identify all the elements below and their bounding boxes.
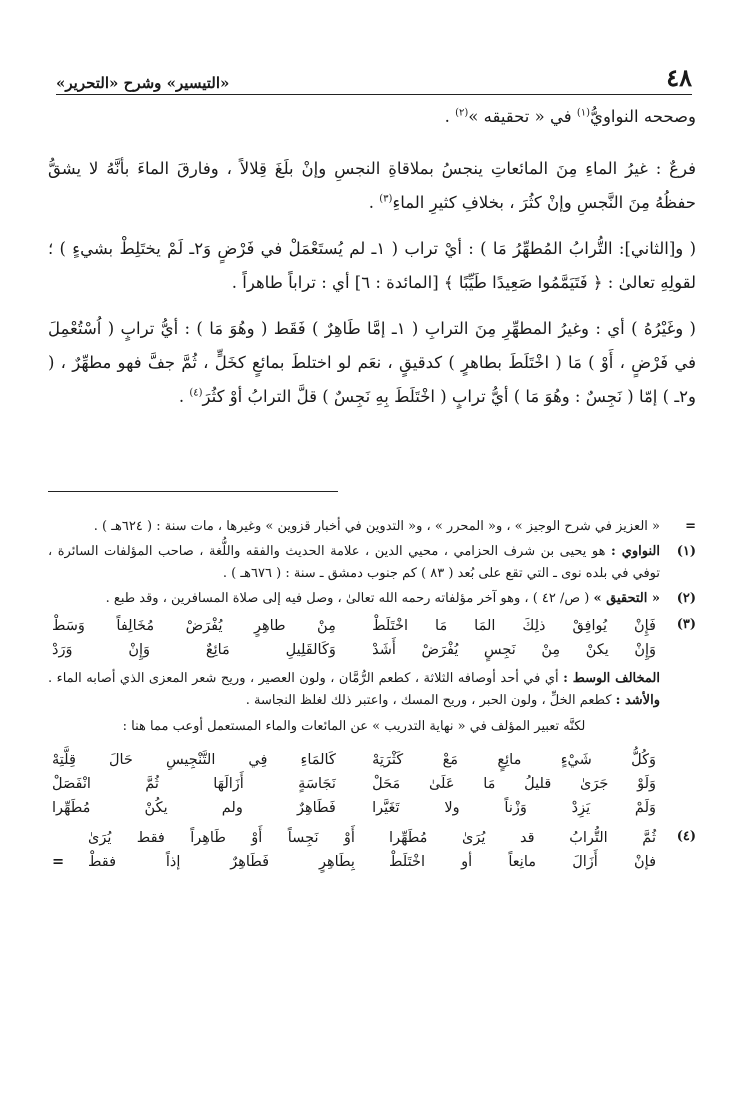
verse-hemistich: بِطَاهِرٍ فَطَاهِرٌ إذاً فقطْ: [88, 854, 355, 870]
paragraph-2: [48, 232, 696, 300]
footnote-2: [48, 588, 696, 610]
verse-hemistich: فَطَاهِرٌ ولم يكُنْ مُطَهِّرا: [52, 800, 336, 816]
footnote-ref: (٤): [189, 387, 203, 399]
p2-text: ( و[الثاني]: التُّرابُ المُطهِّرُ مَا ) : أيْ تراب ( ١ـ لم يُستَعْمَلْ في فَرْضٍ وَ٢ـ لَمْ يختَلِطْ بشيءٍ ) ؛ لقولِهِ تعالىٰ : ﴿ فَتَيَمَّمُوا صَعِيدًا طَيِّبًا ﴾ [المائدة : ٦] أي : تراباً طاهراً .: [48, 239, 697, 292]
verse-line: [48, 638, 660, 662]
verse-hemistich: فَإِنْ يُوافِقْ ذلِكَ المَا مَا اخْتَلَطْ: [372, 618, 656, 634]
footnote-term: « التحقيق »: [593, 591, 660, 606]
verse-hemistich: وَلَوْ جَرَىٰ قليلُ مَا عَلَىٰ مَحَلْ: [372, 776, 656, 792]
paragraph-3: [48, 312, 696, 414]
verse-hemistich: مِنْ طاهِرٍ يُفْرَضْ مُخَالِفاً وَسَطْ: [52, 618, 336, 634]
verse-line: [48, 826, 660, 850]
footnote-4: [48, 826, 696, 874]
footnote-number: (٣): [676, 617, 696, 632]
page-header: [56, 58, 692, 92]
footnote-number: (١): [676, 544, 696, 559]
verse-line: [48, 614, 660, 638]
footnote-separator: [48, 491, 338, 492]
p1-text: فرعٌ : غيرُ الماءِ مِنَ المائعاتِ ينجسُ بملاقاةِ النجسِ وإنْ بلَغَ قِلالاً ، وفارقَ الماءَ بأنَّهُ لا يشقُّ حفظُهُ مِنَ النَّجسِ وإنْ كثُرَ ، بخلافِ كثيرِ الماءِ: [48, 159, 696, 212]
footnote-text: كطعم الخلِّ ، ولون الحبر ، وريح المسك ، واعتبر ذلك لغلظ النجاسة .: [245, 693, 616, 708]
verse-line: [48, 772, 660, 796]
p3-end: .: [178, 387, 190, 406]
footnote-number: (٤): [676, 829, 696, 844]
p0-text: وصححه النواويُّ: [590, 107, 696, 126]
verse-hemistich: وَكَالقَلِيلِ مَائِعٌ وَإِنْ وَرَدْ: [52, 642, 336, 658]
footnote-ref: (٢): [455, 107, 469, 119]
footnotes: [48, 516, 696, 880]
verse-hemistich: ثُمَّ التُّرابُ قد يُرَىٰ مُطَهِّرا: [389, 830, 656, 846]
continuation-text: « العزيز في شرح الوجيز » ، و« المحرر » ، و« التدوين في أخبار قزوين » وغيرها ، مات سنة : ( ٦٢٤هـ ) .: [93, 519, 660, 534]
footnote-text: هو يحيى بن شرف الحزامي ، محيي الدين ، علامة الحديث والفقه واللُّغة ، صاحب المؤلفات السائرة ، توفي في بلده نوى ـ التي تقع على بُعد ( ٨٣ ) كم جنوب دمشق ـ سنة : ( ٦٧٦هـ ) .: [48, 544, 660, 581]
verse-hemistich: فإنْ أَزَالَ مانِعاً أو اخْتَلَطْ: [389, 854, 656, 870]
verse-hemistich: أَوْ نَجِساً أَوْ طَاهِراً فقط يُرَىٰ: [88, 830, 355, 846]
verse-hemistich: نَجَاسَةٍ أَزَالَهَا ثُمَّ انْفَصَلْ: [52, 776, 336, 792]
p0-text-b: في « تحقيقه »: [468, 107, 577, 126]
verse-hemistich: كَالمَاءِ فِي التَّنْجِيسِ حَالَ قِلَّتِهْ: [52, 752, 336, 768]
verse-hemistich: وَكُلُّ شَيْءٍ مائِعٍ مَعْ كَثْرَتِهْ: [372, 752, 656, 768]
p1-end: .: [368, 193, 380, 212]
p3-text: ( وغَيْرُهُ ) أي : وغيرُ المطهِّرِ مِنَ الترابِ ( ١ـ إمَّا طَاهِرٌ ) فَقَط ( وهُوَ مَا ) : أيُّ ترابٍ ( اُسْتُعْمِلَ في فَرْضٍ ، أَوْ ) مَا ( اخْتَلَطَ بطاهرٍ ) كدقيقٍ ، نعَم لو اختلطَ بمائعٍ كخَلٍّ ، ثُمَّ جفَّ فهو مطهِّرٌ ، ( و٢ـ ) إمّا ( نَجِسٌ : وهُوَ مَا ) أيُّ ترابٍ ( اخْتَلَطَ بِهِ نَجِسٌ ) قلَّ الترابُ أوْ كثُرَ: [48, 319, 696, 406]
footnote-continuation: [48, 516, 696, 538]
footnote-term: النواوي :: [611, 544, 660, 559]
verse-group: [48, 748, 660, 820]
main-text: [48, 100, 696, 426]
paragraph-1: [48, 152, 696, 220]
verse-group: [48, 614, 660, 662]
footnote-term: المخالف الوسط :: [563, 671, 660, 686]
header-rule: [56, 94, 692, 95]
footnote-explanation: [48, 668, 660, 712]
verse-line: [48, 850, 660, 874]
verse-group: [48, 826, 660, 874]
footnote-3: [48, 614, 696, 820]
footnote-number: (٢): [676, 591, 696, 606]
verse-line: [48, 796, 660, 820]
continuation-mark: =: [685, 519, 696, 534]
verse-hemistich: وَلَمْ يَزِدْ وَزْناً ولا تَغَيَّرا: [372, 800, 656, 816]
verse-intro: لكنَّه تعبير المؤلف في « نهاية التدريب » عن المائعات والماء المستعمل أوعب مما هنا :: [122, 719, 586, 734]
continuation-mark-end: =: [52, 853, 65, 870]
p0-end: .: [444, 107, 456, 126]
footnote-term: والأشد :: [615, 693, 660, 708]
verse-line: [48, 748, 660, 772]
paragraph-0: [48, 100, 696, 134]
footnote-ref: (١): [576, 107, 591, 119]
footnote-text: أي في أحد أوصافه الثلاثة ، كطعم الرُّمَّان ، ولون العصير ، وريح شعر المعزى الذي أصابه الماء .: [48, 671, 564, 686]
running-title: «التيسير» وشرح «التحرير»: [56, 74, 230, 92]
verse-hemistich: وَإِنْ يكنْ مِنْ نَجِسٍ يُفْرَضْ أَشَدْ: [372, 642, 656, 658]
page-number: ٤٨: [666, 63, 692, 92]
footnote-ref: (٣): [379, 193, 393, 205]
footnote-text: ( ص/ ٤٢ ) ، وهو آخر مؤلفاته رحمه الله تعالىٰ ، وصل فيه إلى صلاة المسافرين ، وقد طبع .: [105, 591, 594, 606]
footnote-1: [48, 541, 696, 585]
